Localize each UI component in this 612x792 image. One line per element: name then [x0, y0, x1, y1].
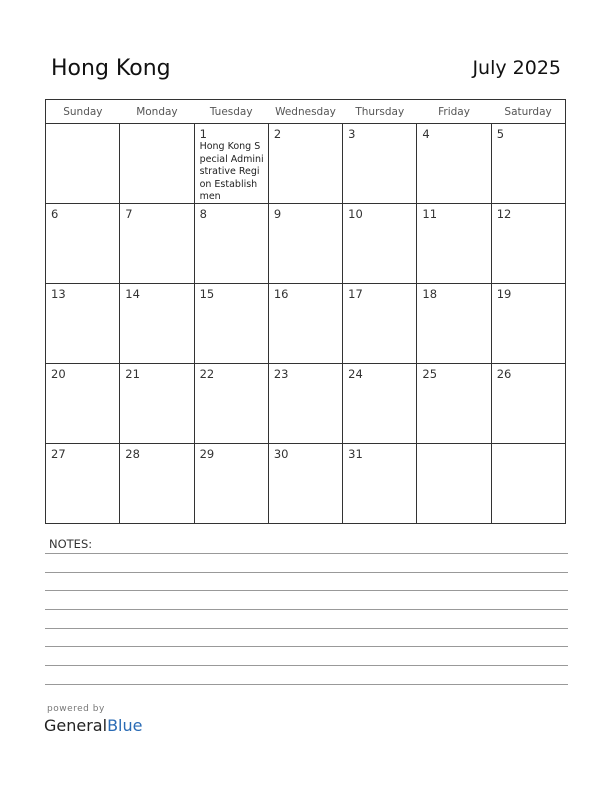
calendar-week-row — [46, 204, 566, 284]
day-number: 5 — [496, 127, 505, 141]
calendar-day-cell[interactable] — [120, 364, 194, 444]
note-line — [45, 590, 568, 591]
day-number: 3 — [348, 127, 356, 141]
calendar-day-cell[interactable] — [417, 284, 491, 364]
brand-general: General — [44, 716, 108, 735]
day-number: 21 — [125, 367, 140, 381]
weekday-header: Saturday — [491, 100, 565, 124]
calendar-day-cell[interactable] — [194, 124, 268, 204]
calendar-day-cell[interactable] — [343, 124, 417, 204]
day-number: 15 — [199, 287, 215, 301]
brand-blue: Blue — [107, 716, 143, 735]
calendar-body — [46, 124, 566, 524]
calendar-country-title: Hong Kong — [51, 56, 171, 81]
calendar-day-cell[interactable] — [417, 204, 491, 284]
day-number: 6 — [51, 207, 59, 221]
notes-label: NOTES: — [49, 537, 93, 551]
calendar-day-cell[interactable] — [343, 204, 417, 284]
calendar-day-cell[interactable] — [268, 204, 342, 284]
holiday-label: Hong Kong Special Administrative Region Establishmen — [199, 141, 264, 202]
powered-by-text: powered by — [47, 704, 105, 714]
calendar-week-row — [46, 124, 566, 204]
day-number: 2 — [273, 127, 282, 141]
calendar-day-cell[interactable] — [491, 284, 565, 364]
day-number: 31 — [348, 447, 363, 461]
calendar-day-cell[interactable] — [491, 204, 565, 284]
generalblue-logo[interactable] — [44, 716, 142, 735]
day-number: 1 — [199, 127, 207, 141]
calendar-day-cell[interactable] — [120, 204, 194, 284]
day-number: 9 — [273, 207, 282, 221]
weekday-header: Thursday — [343, 100, 417, 124]
calendar-day-cell[interactable] — [417, 364, 491, 444]
weekday-header: Tuesday — [194, 100, 268, 124]
day-number: 27 — [51, 447, 66, 461]
day-number: 14 — [125, 287, 140, 301]
day-number: 28 — [125, 447, 140, 461]
weekday-header: Sunday — [46, 100, 120, 124]
day-number: 29 — [199, 447, 215, 461]
calendar-day-cell[interactable] — [268, 364, 342, 444]
day-number: 12 — [496, 207, 512, 221]
note-line — [45, 628, 568, 629]
calendar-day-cell[interactable] — [194, 204, 268, 284]
calendar-month-year: July 2025 — [472, 57, 561, 79]
note-line — [45, 609, 568, 610]
note-line — [45, 572, 568, 573]
calendar-day-cell[interactable] — [46, 364, 120, 444]
calendar-grid — [45, 99, 566, 524]
calendar-day-cell[interactable] — [46, 284, 120, 364]
calendar-day-cell[interactable] — [417, 124, 491, 204]
calendar-day-cell[interactable] — [194, 284, 268, 364]
calendar-day-cell[interactable] — [268, 284, 342, 364]
day-number: 11 — [422, 207, 438, 221]
calendar-day-cell[interactable] — [120, 444, 194, 524]
calendar-day-cell[interactable] — [46, 444, 120, 524]
calendar-week-row — [46, 444, 566, 524]
note-line — [45, 684, 568, 685]
weekday-header: Monday — [120, 100, 194, 124]
day-number: 30 — [273, 447, 289, 461]
calendar-day-cell[interactable] — [120, 124, 194, 204]
calendar-day-cell[interactable] — [343, 364, 417, 444]
calendar-day-cell[interactable] — [194, 364, 268, 444]
day-number: 20 — [51, 367, 66, 381]
day-number: 8 — [199, 207, 207, 221]
calendar-day-cell[interactable] — [343, 444, 417, 524]
day-number: 24 — [348, 367, 363, 381]
note-line — [45, 553, 568, 554]
calendar-week-row — [46, 284, 566, 364]
calendar-week-row — [46, 364, 566, 444]
day-number: 17 — [348, 287, 363, 301]
day-number: 4 — [422, 127, 430, 141]
calendar-day-cell[interactable] — [46, 124, 120, 204]
day-number: 19 — [496, 287, 512, 301]
calendar-day-cell[interactable] — [343, 284, 417, 364]
weekday-header-row — [46, 100, 566, 124]
weekday-header: Wednesday — [268, 100, 342, 124]
calendar-day-cell[interactable] — [491, 124, 565, 204]
calendar-day-cell[interactable] — [268, 124, 342, 204]
day-number: 18 — [422, 287, 438, 301]
calendar-day-cell[interactable] — [268, 444, 342, 524]
weekday-header: Friday — [417, 100, 491, 124]
calendar-day-cell[interactable] — [46, 204, 120, 284]
day-number: 13 — [51, 287, 66, 301]
calendar-day-cell[interactable] — [194, 444, 268, 524]
day-number: 10 — [348, 207, 363, 221]
day-number: 25 — [422, 367, 438, 381]
note-line — [45, 646, 568, 647]
calendar-day-cell[interactable] — [491, 364, 565, 444]
calendar-day-cell[interactable] — [491, 444, 565, 524]
calendar-day-cell[interactable] — [417, 444, 491, 524]
note-line — [45, 665, 568, 666]
day-number: 7 — [125, 207, 133, 221]
day-number: 26 — [496, 367, 512, 381]
day-number: 16 — [273, 287, 289, 301]
calendar-day-cell[interactable] — [120, 284, 194, 364]
day-number: 23 — [273, 367, 289, 381]
day-number: 22 — [199, 367, 215, 381]
